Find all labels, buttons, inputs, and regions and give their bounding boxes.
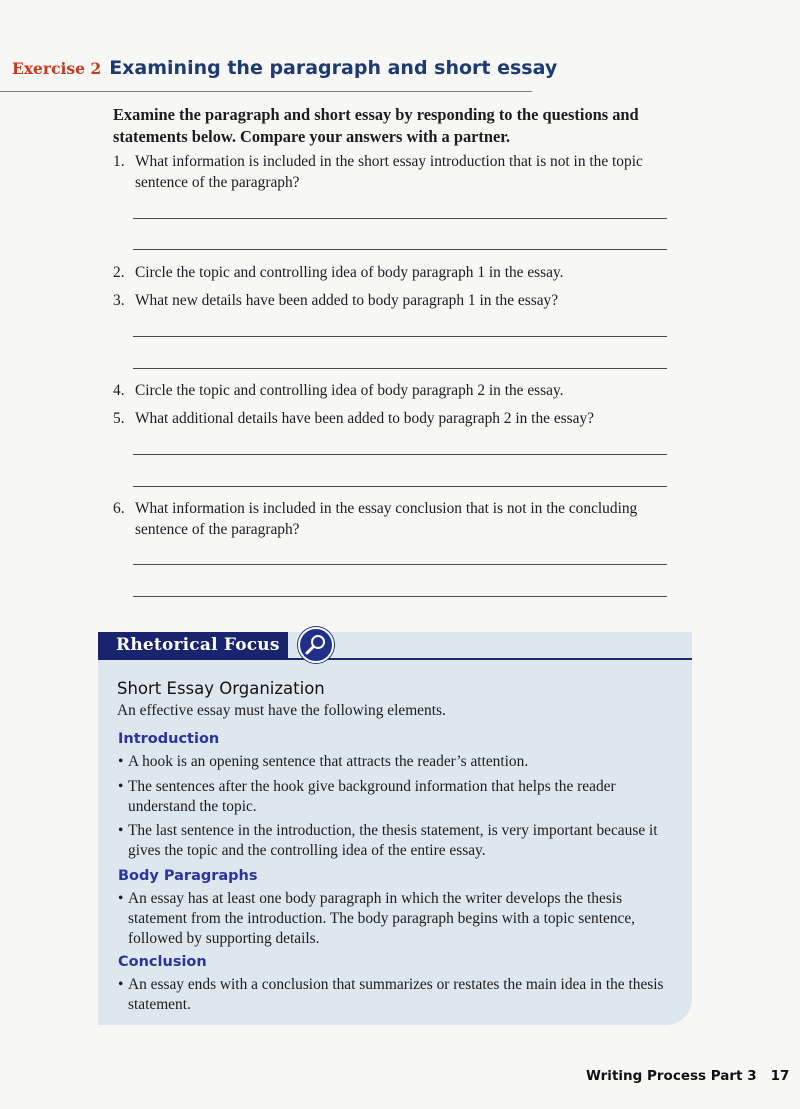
page-number: 17 [770,1068,790,1084]
exercise-title: Examining the paragraph and short essay [109,57,558,79]
answer-line[interactable] [133,218,667,219]
answer-line[interactable] [133,564,667,565]
question-number: 1. [113,153,125,170]
exercise-header [12,57,557,79]
question-5 [113,408,673,429]
answer-line[interactable] [133,368,667,369]
bullet-item: • An essay has at least one body paragraph in which the writer develops the thesis statement from the introduction. The body paragraph begins with a topic sentence, followed by supporting details. [118,890,636,947]
rhetorical-focus-box [98,632,692,1025]
bullet-item: • An essay ends with a conclusion that summarizes or restates the main idea in the thesis statement. [118,976,664,1013]
rhetorical-focus-header [98,632,288,660]
bullet-item: • The sentences after the hook give background information that helps the reader understand the topic. [118,778,616,815]
box-subtitle: An effective essay must have the following elements. [117,702,446,719]
question-text: What information is included in the essay conclusion that is not in the concluding sentence of the paragraph? [135,500,638,538]
question-6 [113,498,673,540]
answer-line[interactable] [133,249,667,250]
question-1 [113,151,673,193]
bullet-icon: • [118,976,124,993]
bullet-icon: • [118,753,124,770]
exercise-label: Exercise 2 [12,59,102,78]
question-text: Circle the topic and controlling idea of body paragraph 1 in the essay. [135,264,564,281]
question-number: 4. [113,382,125,399]
answer-line[interactable] [133,336,667,337]
question-text: What information is included in the short essay introduction that is not in the topic sentence of the paragraph? [135,153,643,191]
rhetorical-focus-title: Rhetorical Focus [116,635,280,655]
page-footer [586,1068,789,1084]
question-3 [113,290,673,311]
answer-line[interactable] [133,454,667,455]
question-2 [113,262,673,283]
question-text: What new details have been added to body paragraph 1 in the essay? [135,292,559,309]
header-divider [0,91,532,92]
question-4 [113,380,673,401]
header-rule [288,658,692,660]
answer-line[interactable] [133,596,667,597]
bullet-icon: • [118,778,124,795]
section-heading-body-paragraphs: Body Paragraphs [118,868,258,884]
bullet-icon: • [118,890,124,907]
question-number: 6. [113,500,125,517]
question-number: 2. [113,264,125,281]
magnifying-glass-icon [298,627,334,663]
question-number: 5. [113,410,125,427]
answer-line[interactable] [133,486,667,487]
exercise-instructions: Examine the paragraph and short essay by responding to the questions and statements below. Compare your answers with a partner. [113,105,639,146]
section-heading-introduction: Introduction [118,731,220,747]
question-text: What additional details have been added to body paragraph 2 in the essay? [135,410,594,427]
question-number: 3. [113,292,125,309]
bullet-item: • A hook is an opening sentence that attracts the reader’s attention. [118,753,529,770]
bullet-item: • The last sentence in the introduction, the thesis statement, is very important because it gives the topic and the controlling idea of the entire essay. [118,822,658,859]
box-title: Short Essay Organization [117,679,325,698]
section-heading-conclusion: Conclusion [118,954,207,970]
footer-section-title: Writing Process Part 3 [586,1068,757,1084]
bullet-icon: • [118,822,124,839]
question-text: Circle the topic and controlling idea of body paragraph 2 in the essay. [135,382,564,399]
